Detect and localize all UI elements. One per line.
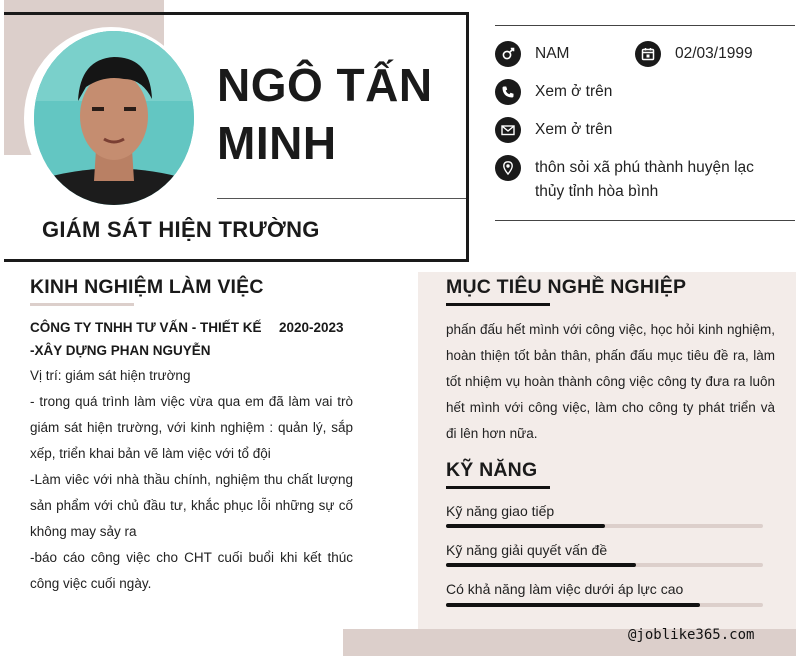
objective-underline [446, 303, 550, 306]
contact-divider-top [495, 25, 795, 26]
email-icon [495, 117, 521, 143]
candidate-name [217, 56, 462, 172]
experience-description: Vị trí: giám sát hiện trường - trong quá trình làm việc vừa qua em đã làm vai trò giám sát hiện trường, với kinh nghiệm : quản lý, sắp xếp, triển khai bản vẽ làm việc với tổ đội -Làm viêc với nhà thầu chính, nghiệm thu chất lượng sản phẩm với chủ đầu tư, khắc phục lỗi những sự cố không may sảy ra -báo cáo công việc cho CHT cuối buổi khi kết thúc công việc cuối ngày. [30, 368, 353, 591]
company-name: CÔNG TY TNHH TƯ VẤN - THIẾT KẾ [30, 320, 262, 335]
objective-text: phấn đấu hết mình với công việc, học hỏi kinh nghiệm, hoàn thiện tốt bản thân, phấn đấu mục tiêu đề ra, làm tốt nhiệm vụ hoàn thành công việc công ty đưa ra luôn hết mình với công việc, làm cho công ty phát triển và đi lên hơn nữa. [446, 322, 775, 441]
skill-bar-fill [446, 603, 700, 607]
skill-bar-track [446, 524, 763, 528]
skill-bar-track [446, 563, 763, 567]
skills-underline [446, 486, 550, 489]
phone-icon [495, 79, 521, 105]
company-line-1 [30, 316, 360, 339]
skills-heading: KỸ NĂNG [446, 459, 538, 481]
skill-label: Kỹ năng giao tiếp [446, 503, 555, 519]
job-title: GIÁM SÁT HIỆN TRƯỜNG [42, 217, 320, 242]
company-block [30, 316, 360, 362]
skill-label: Có khả năng làm việc dưới áp lực cao [446, 581, 684, 597]
name-line-2: MINH [217, 117, 337, 169]
skill-bar-fill [446, 524, 605, 528]
contact-divider-bottom [495, 220, 795, 221]
work-period: 2020-2023 [278, 320, 344, 335]
experience-heading: KINH NGHIỆM LÀM VIỆC [30, 276, 264, 298]
birthdate-value: 02/03/1999 [675, 45, 753, 62]
avatar [34, 31, 194, 205]
experience-underline [30, 303, 134, 306]
company-line-2: -XÂY DỰNG PHAN NGUYỄN [30, 343, 211, 358]
skill-bar-fill [446, 563, 636, 567]
name-divider [217, 198, 466, 199]
watermark: @joblike365.com [628, 627, 755, 643]
calendar-icon [635, 41, 661, 67]
objective-heading: MỤC TIÊU NGHỀ NGHIỆP [446, 276, 687, 298]
name-line-1: NGÔ TẤN [217, 59, 433, 111]
address-value: thôn sỏi xã phú thành huyện lạc thủy tỉnh hòa bình [535, 159, 754, 200]
gender-value: NAM [535, 45, 570, 62]
gender-icon [495, 41, 521, 67]
location-icon [495, 155, 521, 181]
skill-label: Kỹ năng giải quyết vấn đề [446, 542, 608, 558]
skill-bar-track [446, 603, 763, 607]
phone-value: Xem ở trên [535, 83, 613, 100]
email-value: Xem ở trên [535, 121, 613, 138]
